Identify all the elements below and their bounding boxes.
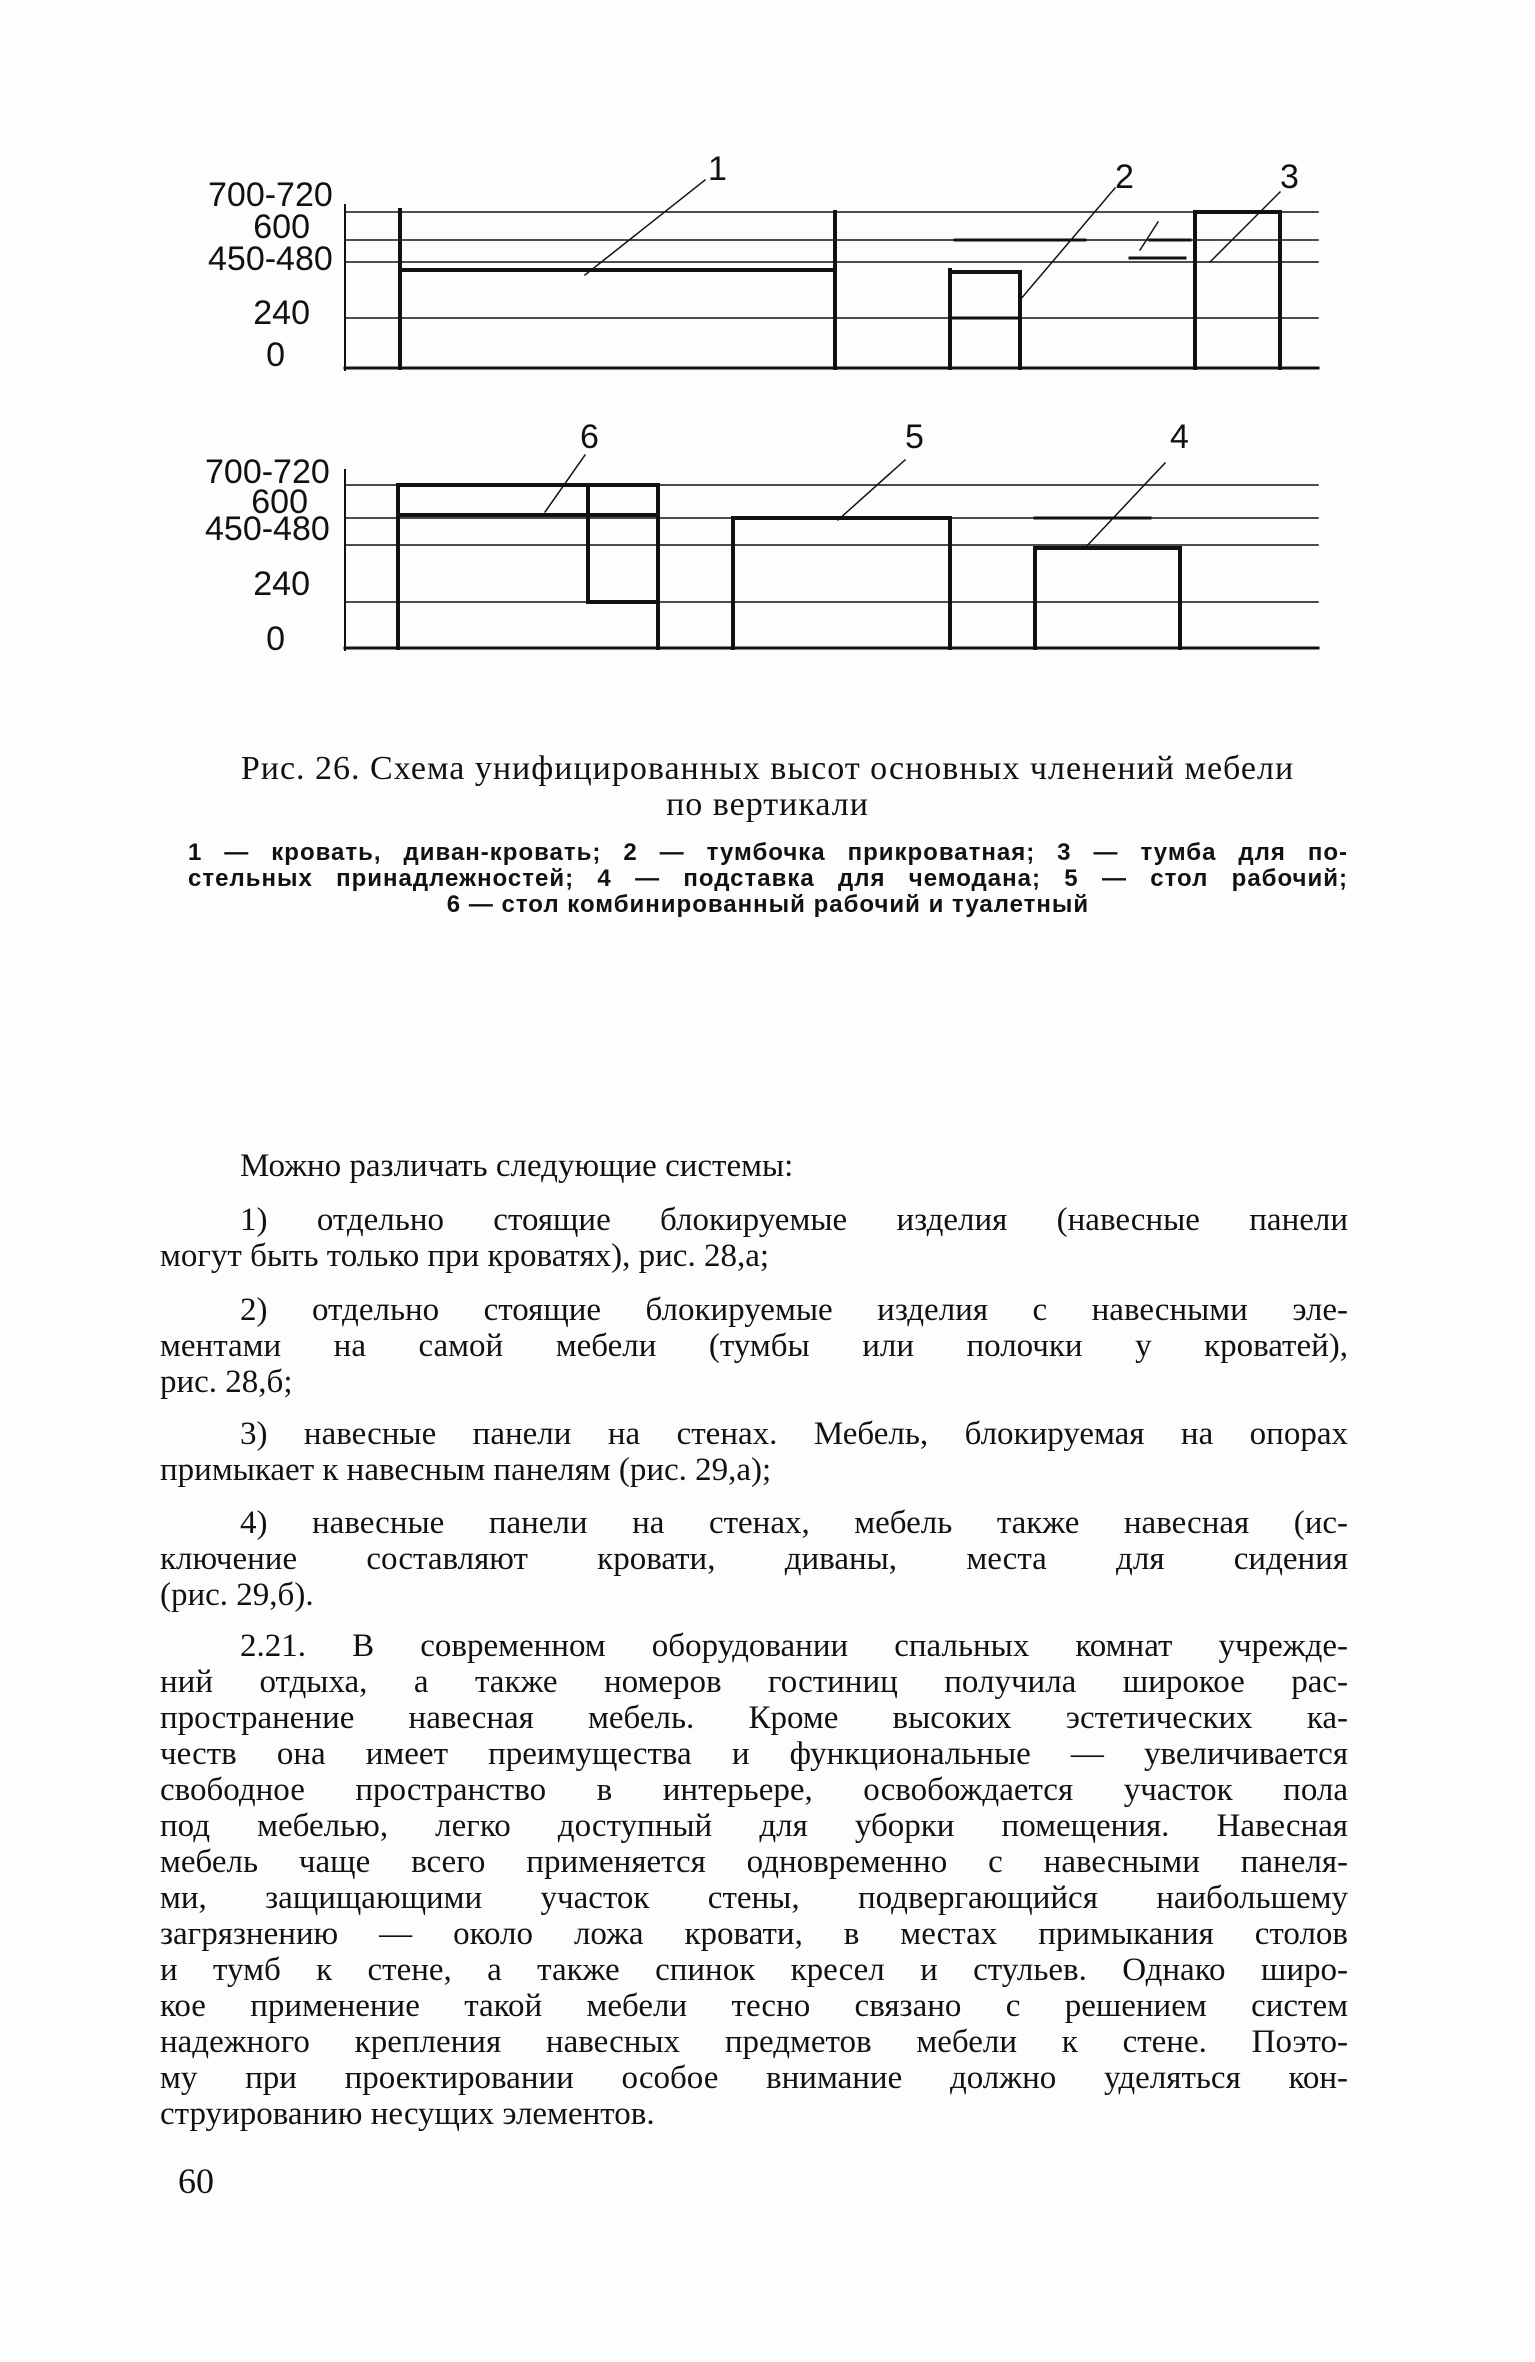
list-item-4	[160, 1505, 1348, 1613]
text-line: надежного крепления навесных предметов мебели к стене. Поэто-	[160, 2024, 1348, 2060]
text-line: ний отдыха, а также номеров гостиниц получила широкое рас-	[160, 1664, 1348, 1700]
text-line: 2.21. В современном оборудовании спальных комнат учрежде-	[240, 1628, 1348, 1664]
top-ylabel-450: 450-480	[208, 240, 333, 278]
text-line: струированию несущих элементов.	[160, 2096, 655, 2132]
callout-6: 6	[580, 418, 599, 456]
bottom-ylabel-0: 0	[266, 620, 285, 658]
text-line: ми, защищающими участок стены, подвергающийся наибольшему	[160, 1880, 1348, 1916]
callout-2: 2	[1115, 158, 1134, 196]
figure-caption-title-line2: по вертикали	[666, 786, 869, 823]
callout-5: 5	[905, 418, 924, 456]
text-line: 4) навесные панели на стенах, мебель также навесная (ис-	[240, 1505, 1348, 1541]
bottom-ylabel-450: 450-480	[205, 510, 330, 548]
text-line: примыкает к навесным панелям (рис. 29,а);	[160, 1452, 772, 1488]
item-6-combined-desk	[398, 485, 658, 648]
item-4-luggage-stand	[1035, 518, 1180, 648]
text-line: Можно различать следующие системы:	[240, 1148, 794, 1184]
top-ylabel-700: 700-720	[208, 176, 333, 214]
text-line: мебель чаще всего применяется одновременно с навесными панеля-	[160, 1844, 1348, 1880]
list-item-1	[160, 1202, 1348, 1274]
text-line: рис. 28,б;	[160, 1364, 293, 1400]
text-line: свободное пространство в интерьере, освобождается участок пола	[160, 1772, 1348, 1808]
page-number: 60	[178, 2161, 214, 2201]
text-line: ключение составляют кровати, диваны, места для сидения	[160, 1541, 1348, 1577]
callout-4: 4	[1170, 418, 1189, 456]
figure-legend	[188, 840, 1348, 918]
text-line: 3) навесные панели на стенах. Мебель, блокируемая на опорах	[240, 1416, 1348, 1452]
text-line: могут быть только при кроватях), рис. 28,а;	[160, 1238, 770, 1274]
text-line: загрязнению — около ложа кровати, в местах примыкания столов	[160, 1916, 1348, 1952]
list-item-3	[160, 1416, 1348, 1488]
item-2-bedside	[950, 240, 1190, 368]
text-line: му при проектировании особое внимание должно уделяться кон-	[160, 2060, 1348, 2096]
top-ylabel-0: 0	[266, 336, 285, 374]
text-line: кое применение такой мебели тесно связано с решением систем	[160, 1988, 1348, 2024]
figure-caption-title: Рис. 26. Схема унифицированных высот основных членений мебели	[240, 750, 1295, 787]
text-line: честв она имеет преимущества и функциональные — увеличивается	[160, 1736, 1348, 1772]
top-ylabel-600: 600	[253, 208, 310, 246]
item-1-bed	[400, 210, 835, 368]
legend-line: 1 — кровать, диван-кровать; 2 — тумбочка прикроватная; 3 — тумба для по-	[188, 839, 1348, 866]
legend-line: стельных принадлежностей; 4 — подставка для чемодана; 5 — стол рабочий;	[188, 865, 1348, 892]
legend-line: 6 — стол комбинированный рабочий и туалетный	[446, 891, 1090, 918]
bottom-callout-leaders	[545, 455, 1165, 548]
bottom-ylabel-700: 700-720	[205, 453, 330, 491]
text-line: под мебелью, легко доступный для уборки помещения. Навесная	[160, 1808, 1348, 1844]
bottom-ylabel-240: 240	[253, 565, 310, 603]
text-line: 2) отдельно стоящие блокируемые изделия с навесными эле-	[240, 1292, 1348, 1328]
bottom-diagram-frame	[345, 470, 1318, 650]
item-5-desk	[733, 518, 950, 648]
text-line: и тумб к стене, а также спинок кресел и стульев. Однако широ-	[160, 1952, 1348, 1988]
bottom-ylabel-600: 600	[251, 483, 308, 521]
list-item-2	[160, 1292, 1348, 1400]
text-line: пространение навесная мебель. Кроме высоких эстетических ка-	[160, 1700, 1348, 1736]
top-diagram-frame	[345, 205, 1318, 370]
text-line: ментами на самой мебели (тумбы или полочки у кроватей),	[160, 1328, 1348, 1364]
intro-line	[160, 1148, 1348, 1184]
text-line: 1) отдельно стоящие блокируемые изделия (навесные панели	[240, 1202, 1348, 1238]
callout-1: 1	[708, 150, 727, 188]
callout-3: 3	[1280, 158, 1299, 196]
top-ylabel-240: 240	[253, 294, 310, 332]
paragraph-2-21	[160, 1628, 1348, 2132]
text-line: (рис. 29,б).	[160, 1577, 314, 1613]
